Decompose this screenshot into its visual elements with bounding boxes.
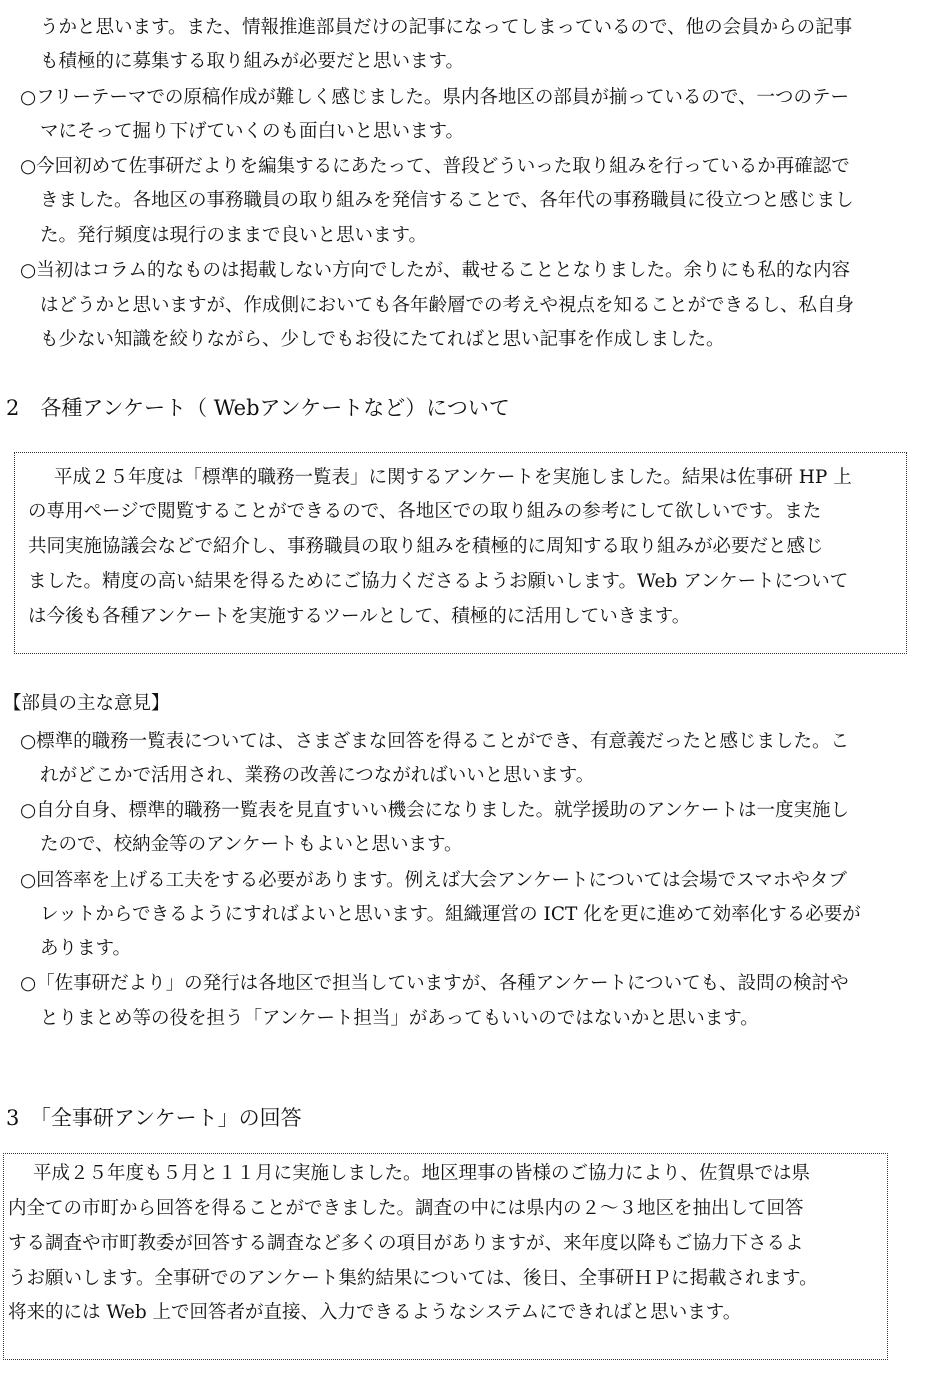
section3-box-line2: 内全ての市町から回答を得ることができました。調査の中には県内の２～３地区を抽出して回答 — [8, 1198, 804, 1219]
item1-line1: うかと思います。また、情報推進部員だけの記事になってしまっているので、他の会員からの記事 — [40, 17, 853, 38]
item3-line3: た。発行頻度は現行のままで良いと思います。 — [40, 225, 428, 246]
section2-box-line2: の専用ページで閲覧することができるので、各地区での取り組みの参考にして欲しいです。また — [28, 501, 822, 522]
section3-box-line4: うお願いします。全事研でのアンケート集約結果については、後日、全事研ＨＰに掲載されます。 — [8, 1268, 818, 1289]
opinion3-line2: レットからできるようにすればよいと思います。組織運営の ICT 化を更に進めて効率化する必要が — [40, 904, 861, 925]
opinion1-line2: れがどこかで活用され、業務の改善につながればいいと思います。 — [40, 765, 595, 786]
opinion3-line1: ○回答率を上げる工夫をする必要があります。例えば大会アンケートについては会場でスマホやタブ — [20, 870, 847, 891]
section3-box-line1: 平成２５年度も５月と１１月に実施しました。地区理事の皆様のご協力により、佐賀県では県 — [33, 1163, 811, 1184]
opinion2-line2: たので、校納金等のアンケートもよいと思います。 — [40, 834, 463, 855]
section2-heading: 2 各種アンケート（ Webアンケートなど）について — [6, 396, 510, 420]
section3-box-line3: する調査や市町教委が回答する調査など多くの項目がありますが、来年度以降もご協力下さるよ — [8, 1233, 804, 1254]
item2-line1: ○フリーテーマでの原稿作成が難しく感じました。県内各地区の部員が揃っているので、一つのテー — [20, 87, 850, 108]
item3-line2: きました。各地区の事務職員の取り組みを発信することで、各年代の事務職員に役立つと感じまし — [40, 190, 854, 211]
opinion1-line1: ○標準的職務一覧表については、さまざまな回答を得ることができ、有意義だったと感じました。こ — [20, 731, 850, 752]
item4-line3: も少ない知識を絞りながら、少しでもお役にたてればと思い記事を作成しました。 — [40, 329, 725, 350]
opinion3-line3: あります。 — [40, 938, 132, 959]
section3-heading: 3 「全事研アンケート」の回答 — [6, 1106, 302, 1130]
item4-line1: ○当初はコラム的なものは掲載しない方向でしたが、載せることとなりました。余りにも私的な内容 — [20, 260, 850, 281]
opinions-label: 【部員の主な意見】 — [3, 693, 170, 714]
section2-box-line1: 平成２５年度は「標準的職務一覧表」に関するアンケートを実施しました。結果は佐事研 HP 上 — [54, 467, 852, 488]
section2-box-line3: 共同実施協議会などで紹介し、事務職員の取り組みを積極的に周知する取り組みが必要だと感じ — [28, 536, 824, 557]
item1-line2: も積極的に募集する取り組みが必要だと思います。 — [40, 51, 465, 72]
section2-box-line5: は今後も各種アンケートを実施するツールとして、積極的に活用していきます。 — [28, 606, 691, 627]
section2-box-line4: ました。精度の高い結果を得るためにご協力くださるようお願いします。Web アンケートについて — [28, 571, 849, 592]
item4-line2: はどうかと思いますが、作成側においても各年齢層での考えや視点を知ることができるし、私自身 — [40, 295, 855, 316]
opinion4-line2: とりまとめ等の役を担う「アンケート担当」があってもいいのではないかと思います。 — [40, 1008, 759, 1029]
opinion2-line1: ○自分自身、標準的職務一覧表を見直すいい機会になりました。就学援助のアンケートは一度実施し — [20, 800, 850, 821]
item3-line1: ○今回初めて佐事研だよりを編集するにあたって、普段どういった取り組みを行っているか再確認で — [20, 156, 850, 177]
item2-line2: マにそって掘り下げていくのも面白いと思います。 — [40, 121, 465, 142]
opinion4-line1: ○「佐事研だより」の発行は各地区で担当していますが、各種アンケートについても、設問の検討や — [20, 973, 849, 994]
section3-box-line5: 将来的には Web 上で回答者が直接、入力できるようなシステムにできればと思います。 — [8, 1302, 742, 1323]
